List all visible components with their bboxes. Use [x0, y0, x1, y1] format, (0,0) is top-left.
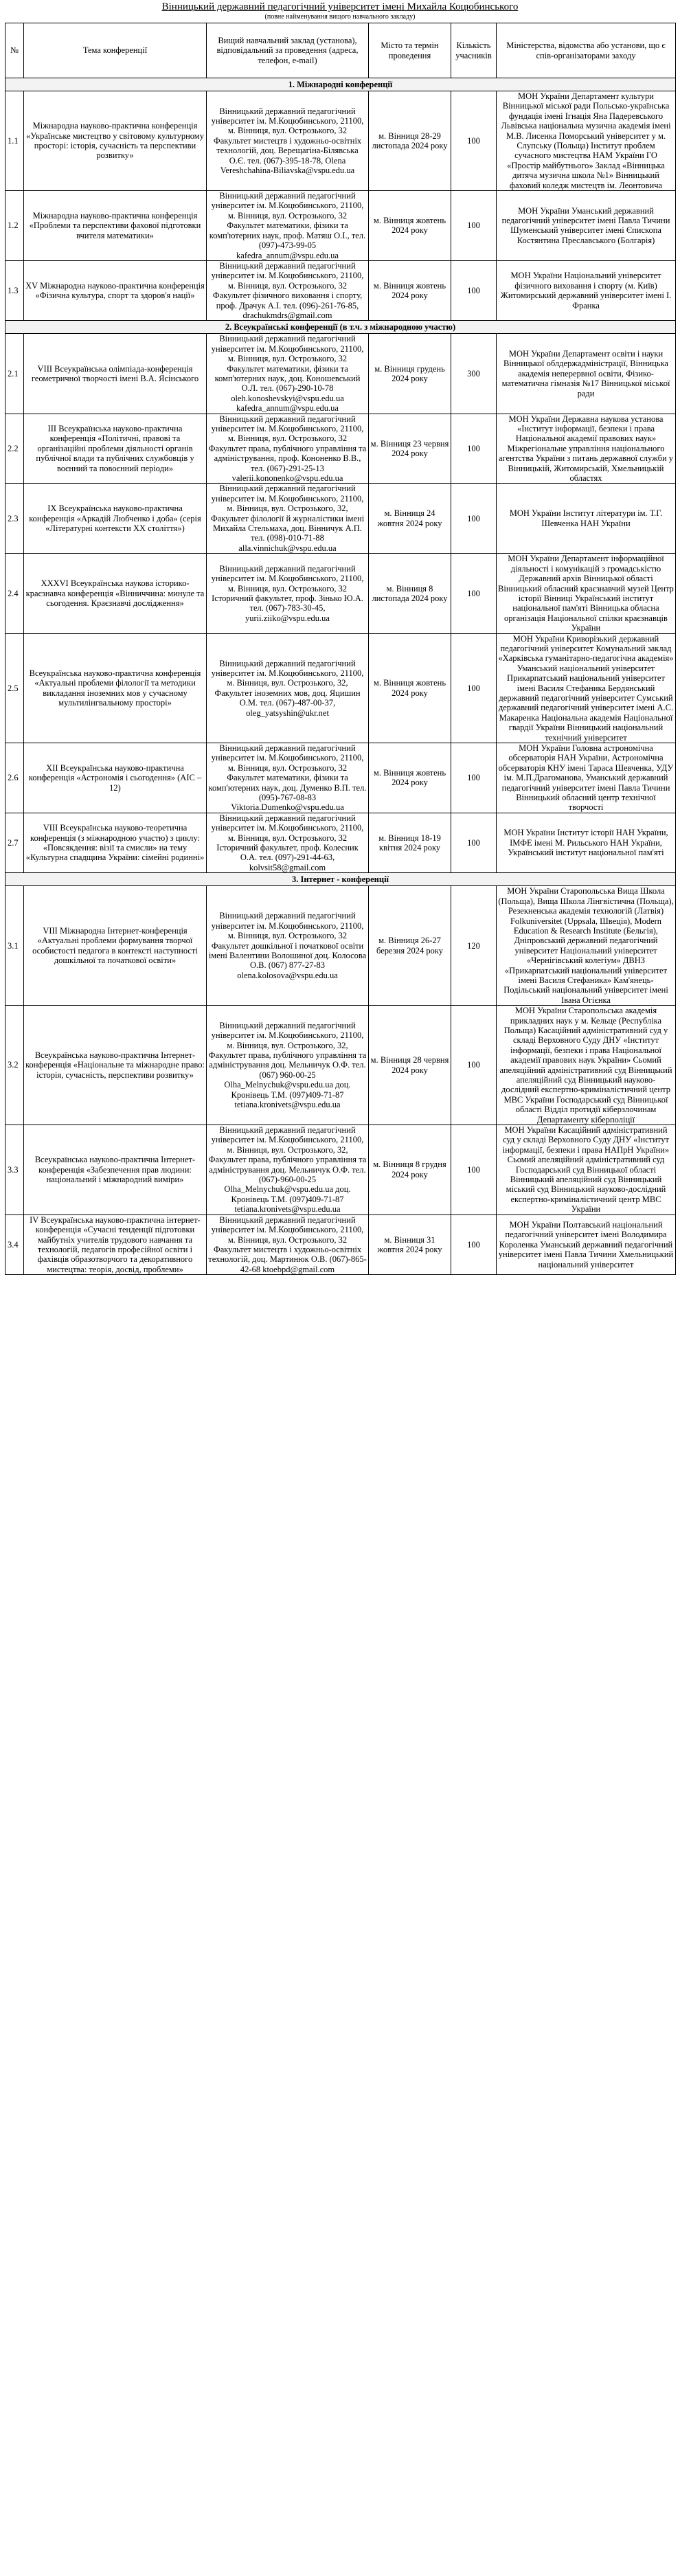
conference-topic: XXXVI Всеукраїнська наукова історико-краєзнавча конференція «Вінниччина: минуле та сьогодення. Краєзнавчі дослідження»: [24, 554, 207, 633]
organizing-institution: Вінницький державний педагогічний університет ім. М.Коцюбинського, 21100, м. Вінниця, вул. Острозького, 32 Факультет дошкільної і початкової освіти імені Валентини Волошиної доц. Колосова О.В. (067) 877-27-83 olena.kolosova@vspu.edu.ua: [207, 886, 369, 1006]
section-title: 2. Всеукраїнські конференції (в т.ч. з міжнародною участю): [5, 321, 676, 334]
place-and-date: м. Вінниця 26-27 березня 2024 року: [369, 886, 451, 1006]
place-and-date: м. Вінниця жовтень 2024 року: [369, 633, 451, 743]
co-organizers: МОН України Інститут історії НАН України, ІМФЕ імені М. Рильського НАН України, Український інститут національної пам'яті: [497, 813, 676, 872]
table-row: [5, 191, 676, 261]
table-header-row: [5, 23, 676, 78]
organizing-institution: Вінницький державний педагогічний університет ім. М.Коцюбинського, 21100, м. Вінниця, вул. Острозького, 32 Факультет математики, фізики та комп'ютерних наук, проф. Матяш О.І., тел. (097)-473-99-05 kafedra_annum@vspu.edu.ua: [207, 191, 369, 261]
place-and-date: м. Вінниця грудень 2024 року: [369, 334, 451, 414]
organizing-institution: Вінницький державний педагогічний університет ім. М.Коцюбинського, 21100, м. Вінниця, вул. Острозького, 32 Факультет математики, фізики та комп'ютерних наук, доц. Коношевський О.Л. тел. (067)-290-10-78 oleh.konoshevskyi@vspu.edu.ua kafedra_annum@vspu.edu.ua: [207, 334, 369, 414]
organizing-institution: Вінницький державний педагогічний університет ім. М.Коцюбинського, 21100, м. Вінниця, вул. Острозького, 32 Історичний факультет, проф. Зінько Ю.А. тел. (067)-783-30-45, yurii.ziiko@vspu.edu.ua: [207, 554, 369, 633]
column-header-participants: Кількість учасників: [451, 23, 497, 78]
place-and-date: м. Вінниця жовтень 2024 року: [369, 260, 451, 320]
participants-count: 100: [451, 1006, 497, 1125]
place-and-date: м. Вінниця 8 грудня 2024 року: [369, 1125, 451, 1215]
section-row: [5, 321, 676, 334]
document-page: [5, 0, 675, 1275]
conference-topic: XV Міжнародна науково-практична конференція «Фізична культура, спорт та здоров'я нації»: [24, 260, 207, 320]
row-number: 3.3: [5, 1125, 24, 1215]
organizing-institution: Вінницький державний педагогічний університет ім. М.Коцюбинського, 21100, м. Вінниця, вул. Острозького, 32 Факультет математики, фізики та комп'ютерних наук, доц. Думенко В.П. тел. (095)-767-08-83 Viktoria.Dumenko@vspu.edu.ua: [207, 743, 369, 813]
organizing-institution: Вінницький державний педагогічний університет ім. М.Коцюбинського, 21100, м. Вінниця, вул. Острозького, 32 Факультет фізичного виховання і спорту, проф. Драчук А.І. тел. (096)-261-76-85, drachukmdrs@gmail.com: [207, 260, 369, 320]
co-organizers: МОН України Криворізький державний педагогічний університет Комунальний заклад «Харківська гуманітарно-педагогічна академія» Уманський національний університет Прикарпатський національний університет імені Василя Стефаника Бердянський державний педагогічний університет Сумський державний педагогічний університет імені А.С. Макаренка Національна академія Національної гвардії України Вінницький національний технічний університет: [497, 633, 676, 743]
organizing-institution: Вінницький державний педагогічний університет ім. М.Коцюбинського, 21100, м. Вінниця, вул. Острозького, 32 Факультет мистецтв і художньо-освітніх технологій, доц. Верещагіна-Білявська О.Є. тел. (067)-395-18-78, Olena Vereshchahina-Biliavska@vspu.edu.ua: [207, 91, 369, 191]
place-and-date: м. Вінниця 23 червня 2024 року: [369, 414, 451, 484]
column-header-co-organizers: Міністерства, відомства або установи, що є спів-організаторами заходу: [497, 23, 676, 78]
conferences-table: [5, 23, 676, 1275]
document-title: Вінницький державний педагогічний університет імені Михайла Коцюбинського: [161, 1, 519, 12]
conference-topic: Міжнародна науково-практична конференція «Проблеми та перспективи фахової підготовки вчителя математики»: [24, 191, 207, 261]
conference-topic: IX Всеукраїнська науково-практична конференція «Аркадій Любченко і доба» (серія «Літературні контексти XX століття»): [24, 484, 207, 554]
row-number: 1.2: [5, 191, 24, 261]
participants-count: 100: [451, 813, 497, 872]
co-organizers: МОН України Департамент освіти і науки Вінницької облдержадміністрації, Вінницька академія неперервної освіти, Фізико-математична гімназія №17 Вінницької міської ради: [497, 334, 676, 414]
row-number: 2.7: [5, 813, 24, 872]
participants-count: 120: [451, 886, 497, 1006]
co-organizers: МОН України Касаційний адміністративний суд у складі Верховного Суду ДНУ «Інститут інформації, безпеки і права НАПрН України» Сьомий апеляційний адміністративний суд Господарський суд Вінницької області Вінницький апеляційний суд Вінницький міський суд Вінницький науково-дослідний експертно-криміналістичний центр МВС України: [497, 1125, 676, 1215]
row-number: 2.1: [5, 334, 24, 414]
row-number: 3.1: [5, 886, 24, 1006]
row-number: 1.1: [5, 91, 24, 191]
participants-count: 100: [451, 554, 497, 633]
row-number: 2.2: [5, 414, 24, 484]
conference-topic: III Всеукраїнська науково-практична конференція «Політичні, правові та організаційні проблеми діяльності органів публічної влади та публічних службовців у воєнний та повоєнний періоди»: [24, 414, 207, 484]
conference-topic: VIII Всеукраїнська науково-теоретична конференція (з міжнародною участю) з циклу: «Повсякдення: візії та смисли» на тему «Культурна спадщина України: сімейні родинні»: [24, 813, 207, 872]
conference-topic: Всеукраїнська науково-практична Інтернет-конференція «Забезпечення прав людини: національний і міжнародний виміри»: [24, 1125, 207, 1215]
conference-topic: Всеукраїнська науково-практична конференція «Актуальні проблеми філології та методики викладання іноземних мов у сучасному мультилінгвальному просторі»: [24, 633, 207, 743]
row-number: 3.2: [5, 1006, 24, 1125]
participants-count: 100: [451, 633, 497, 743]
participants-count: 100: [451, 260, 497, 320]
organizing-institution: Вінницький державний педагогічний університет ім. М.Коцюбинського, 21100, м. Вінниця, вул. Острозького, 32, Факультет права, публічного управління та адміністрування доц. Мельничук О.Ф. тел. (067)-960-00-25 Olha_Melnychuk@vspu.edu.ua доц. Кронівець Т.М. (097)409-71-87 tetiana.kronivets@vspu.edu.ua: [207, 1125, 369, 1215]
participants-count: 100: [451, 191, 497, 261]
section-title: 1. Міжнародні конференції: [5, 78, 676, 91]
place-and-date: м. Вінниця 18-19 квітня 2024 року: [369, 813, 451, 872]
table-row: [5, 484, 676, 554]
row-number: 2.3: [5, 484, 24, 554]
organizing-institution: Вінницький державний педагогічний університет ім. М.Коцюбинського, 21100, м. Вінниця, вул. Острозького, 32, Факультет права, публічного управління та адміністрування доц. Мельничук О.Ф. тел. (067) 960-00-25 Olha_Melnychuk@vspu.edu.ua доц. Кронівець Т.М. (097)409-71-87 tetiana.kronivets@vspu.edu.ua: [207, 1006, 369, 1125]
table-row: [5, 633, 676, 743]
place-and-date: м. Вінниця 8 листопада 2024 року: [369, 554, 451, 633]
co-organizers: МОН України Уманський державний педагогічний університет імені Павла Тичини Шуменський університет імені Єпископа Костянтина Преславського (Болгарія): [497, 191, 676, 261]
co-organizers: МОН України Державна наукова установа «Інститут інформації, безпеки і права Національної академії правових наук» Міжрегіональне управління національного агентства України з питань державної служби у Вінницькій, Житомирській, Хмельницькій областях: [497, 414, 676, 484]
conference-topic: VIII Міжнародна Інтернет-конференція «Актуальні проблеми формування творчої особистості педагога в контексті наступності дошкільної та початкової освіти»: [24, 886, 207, 1006]
conference-topic: VIII Всеукраїнська олімпіада-конференція геометричної творчості імені В.А. Ясінського: [24, 334, 207, 414]
place-and-date: м. Вінниця 24 жовтня 2024 року: [369, 484, 451, 554]
participants-count: 100: [451, 743, 497, 813]
document-subtitle: (повне найменування вищого навчального закладу): [264, 13, 416, 21]
table-row: [5, 334, 676, 414]
organizing-institution: Вінницький державний педагогічний університет ім. М.Коцюбинського, 21100, м. Вінниця, вул. Острозького, 32, Факультет філології й журналістики імені Михайла Стельмаха, доц. Вінничук А.П. тел. (098)-010-71-88 alla.vinnichuk@vspu.edu.ua: [207, 484, 369, 554]
section-row: [5, 873, 676, 886]
co-organizers: МОН України Старопольська Вища Школа (Польща), Вища Школа Лінгвістична (Польща), Резекненська академія технологій (Латвія) Folkuniversitet (Uppsala, Швеція), Modern Education & Research Institute (Бельгія), Дніпровський державний педагогічний університет Національний університет «Чернігівський колегіум» ДВНЗ «Прикарпатський національний університет імені Василя Стефаника» Кам'янець-Подільський національний університет імені Івана Огієнка: [497, 886, 676, 1006]
column-header-number: №: [5, 23, 24, 78]
participants-count: 100: [451, 414, 497, 484]
table-row: [5, 1006, 676, 1125]
table-row: [5, 1214, 676, 1274]
row-number: 1.3: [5, 260, 24, 320]
co-organizers: МОН України Національний університет фізичного виховання і спорту (м. Київ) Житомирський державний університет імені І. Франка: [497, 260, 676, 320]
row-number: 2.6: [5, 743, 24, 813]
organizing-institution: Вінницький державний педагогічний університет ім. М.Коцюбинського, 21100, м. Вінниця, вул. Острозького, 32, Факультет іноземних мов, доц. Яцишин О.М. тел. (067)-487-00-37, oleg_yatsyshin@ukr.net: [207, 633, 369, 743]
participants-count: 100: [451, 91, 497, 191]
conference-topic: Всеукраїнська науково-практична Інтернет-конференція «Національне та міжнародне право: історія, сучасність, перспективи розвитку»: [24, 1006, 207, 1125]
place-and-date: м. Вінниця жовтень 2024 року: [369, 743, 451, 813]
row-number: 3.4: [5, 1214, 24, 1274]
table-row: [5, 554, 676, 633]
table-row: [5, 260, 676, 320]
co-organizers: МОН України Департамент інформаційної діяльності і комунікацій з громадськістю Державний архів Вінницької області Вінницький обласний краєзнавчий музей Центр історії Вінниці Український інститут національної пам'яті Вінницька обласна організація Національної спілки краєзнавців України: [497, 554, 676, 633]
participants-count: 300: [451, 334, 497, 414]
row-number: 2.4: [5, 554, 24, 633]
section-title: 3. Інтернет - конференції: [5, 873, 676, 886]
section-row: [5, 78, 676, 91]
place-and-date: м. Вінниця 28 червня 2024 року: [369, 1006, 451, 1125]
participants-count: 100: [451, 1214, 497, 1274]
column-header-place-date: Місто та термін проведення: [369, 23, 451, 78]
participants-count: 100: [451, 1125, 497, 1215]
conference-topic: Міжнародна науково-практична конференція «Українське мистецтво у світовому культурному просторі: історія, сучасність та перспективи розвитку»: [24, 91, 207, 191]
participants-count: 100: [451, 484, 497, 554]
place-and-date: м. Вінниця 31 жовтня 2024 року: [369, 1214, 451, 1274]
column-header-institution: Вищий навчальний заклад (установа), відповідальний за проведення (адреса, телефон, e-mail): [207, 23, 369, 78]
conference-topic: XII Всеукраїнська науково-практична конференція «Астрономія і сьогодення» (АІС – 12): [24, 743, 207, 813]
conference-topic: IV Всеукраїнська науково-практична інтернет-конференція «Сучасні тенденції підготовки майбутніх учителів трудового навчання та технологій, педагогів професійної освіти і фахівців образотворчого та декоративного мистецтва: теорія, досвід, проблеми»: [24, 1214, 207, 1274]
co-organizers: МОН України Старопольська академія прикладних наук у м. Кельце (Республіка Польща) Касаційний адміністративний суд у складі Верховного Суду ДНУ «Інститут інформації, безпеки і права Національної академії правових наук України» Сьомий апеляційний адміністративний суд Вінницький апеляційний суд Вінницький науково-дослідний експертно-криміналістичний центр МВС України Господарський суд Вінницької області Відділ протидії кіберзлочинам Департаменту кіберполіції: [497, 1006, 676, 1125]
co-organizers: МОН України Головна астрономічна обсерваторія НАН України, Астрономічна обсерваторія КНУ імені Тараса Шевченка, УДУ ім. М.П.Драгоманова, Уманський державний педагогічний університет імені Павла Тичини Вінницький обласний центр технічної творчості: [497, 743, 676, 813]
place-and-date: м. Вінниця 28-29 листопада 2024 року: [369, 91, 451, 191]
table-body: [5, 78, 676, 1275]
table-row: [5, 743, 676, 813]
organizing-institution: Вінницький державний педагогічний університет ім. М.Коцюбинського, 21100, м. Вінниця, вул. Острозького, 32 Історичний факультет, проф. Колесник О.А. тел. (097)-291-44-63, kolvsit58@gmail.com: [207, 813, 369, 872]
co-organizers: МОН України Інститут літератури ім. Т.Г. Шевченка НАН України: [497, 484, 676, 554]
table-row: [5, 91, 676, 191]
table-row: [5, 414, 676, 484]
place-and-date: м. Вінниця жовтень 2024 року: [369, 191, 451, 261]
organizing-institution: Вінницький державний педагогічний університет ім. М.Коцюбинського, 21100, м. Вінниця, вул. Острозького, 32 Факультет права, публічного управління та адміністрування, проф. Кононенко В.В., тел. (067)-291-25-13 valerii.kononenko@vspu.edu.ua: [207, 414, 369, 484]
table-row: [5, 1125, 676, 1215]
table-row: [5, 886, 676, 1006]
co-organizers: МОН України Полтавський національний педагогічний університет імені Володимира Короленка Уманський державний педагогічний університет імені Павла Тичини Хмельницький національний університет: [497, 1214, 676, 1274]
organizing-institution: Вінницький державний педагогічний університет ім. М.Коцюбинського, 21100, м. Вінниця, вул. Острозького, 32 Факультет мистецтв і художньо-освітніх технологій, доц. Мартинюк О.В. (067)-865-42-68 ktoebpd@gmail.com: [207, 1214, 369, 1274]
column-header-topic: Тема конференції: [24, 23, 207, 78]
row-number: 2.5: [5, 633, 24, 743]
co-organizers: МОН України Департамент культури Вінницької міської ради Польсько-українська фундація імені Ігнація Яна Падеревського Львівська національна музична академія імені М.В. Лисенка Поморський університет у м. Слупську (Польща) Інститут проблем сучасного мистецтва НАМ України ГО «Простір майбутнього» Заклад «Вінницька дитяча музична школа №1» Вінницький фаховий коледж мистецтв ім. Леонтовича: [497, 91, 676, 191]
table-row: [5, 813, 676, 872]
